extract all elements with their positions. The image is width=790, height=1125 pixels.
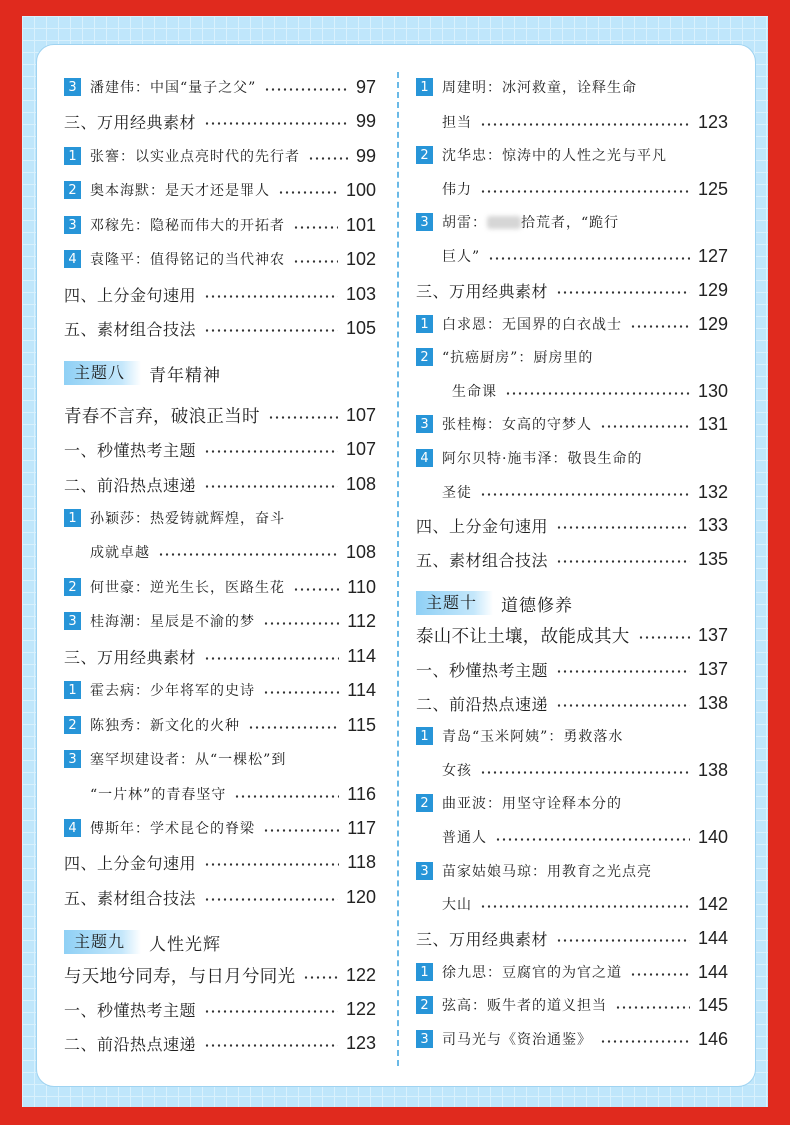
- page-number: 99: [355, 145, 376, 166]
- toc-entry-continuation[interactable]: [64, 780, 376, 808]
- toc-lead[interactable]: [64, 401, 376, 429]
- page-number: 105: [345, 317, 376, 338]
- page-number: 145: [697, 994, 728, 1015]
- leader-dots: [264, 88, 348, 91]
- page-number: 138: [697, 759, 728, 780]
- toc-section[interactable]: [64, 883, 376, 911]
- entry-title: 司马光与《资治通鉴》: [442, 1032, 592, 1048]
- toc-entry[interactable]: [416, 310, 728, 338]
- entry-title: 沈华忠：惊涛中的人性之光与平凡: [442, 148, 667, 164]
- toc-entry-continuation[interactable]: [416, 478, 728, 506]
- item-number-badge: 2: [416, 348, 433, 366]
- page-number: 107: [345, 404, 376, 425]
- page-number: 117: [347, 817, 376, 838]
- page-number: 115: [347, 714, 376, 735]
- section-title: 三、万用经典素材: [416, 281, 549, 301]
- toc-entry[interactable]: [416, 208, 728, 236]
- entry-title: “抗癌厨房”：厨房里的: [442, 350, 594, 366]
- entry-title: 霍去病：少年将军的史诗: [90, 683, 255, 699]
- toc-entry-continuation[interactable]: [416, 756, 728, 784]
- leader-dots: [248, 726, 339, 729]
- page-number: 99: [355, 110, 376, 131]
- leader-dots: [480, 493, 690, 496]
- item-number-badge: 1: [64, 509, 81, 527]
- toc-section[interactable]: [64, 107, 376, 135]
- leader-dots: [204, 898, 338, 901]
- leader-dots: [204, 450, 338, 453]
- page-number: 133: [697, 514, 728, 535]
- section-title: 五、素材组合技法: [64, 888, 197, 908]
- leader-dots: [600, 425, 690, 428]
- toc-entry-continuation[interactable]: [416, 890, 728, 918]
- toc-section[interactable]: [64, 470, 376, 498]
- toc-entry[interactable]: [64, 711, 376, 739]
- leader-dots: [204, 295, 338, 298]
- item-number-badge: 2: [416, 996, 433, 1014]
- leader-dots: [204, 485, 338, 488]
- page-number: 137: [697, 624, 728, 645]
- theme-tag: 主题十: [416, 591, 493, 615]
- entry-title: 青岛“玉米阿姨”：勇救落水: [442, 729, 624, 745]
- toc-entry[interactable]: [416, 991, 728, 1019]
- theme-tag: 主题九: [64, 930, 141, 954]
- item-number-badge: 3: [416, 213, 433, 231]
- theme-name: 道德修养: [501, 595, 574, 616]
- lead-title: 青春不言弃，破浪正当时: [64, 406, 260, 427]
- toc-entry-continuation[interactable]: [416, 108, 728, 136]
- section-title: 一、秒懂热考主题: [416, 660, 549, 680]
- item-number-badge: 3: [64, 78, 81, 96]
- leader-dots: [480, 190, 690, 193]
- entry-title: 潘建伟：中国“量子之父”: [90, 80, 257, 96]
- page-number: 130: [697, 380, 728, 401]
- toc-entry-continuation[interactable]: [416, 175, 728, 203]
- toc-entry[interactable]: [64, 176, 376, 204]
- toc-entry[interactable]: [416, 789, 728, 817]
- leader-dots: [556, 939, 690, 942]
- leader-dots: [556, 526, 690, 529]
- page-number: 108: [345, 473, 376, 494]
- section-title: 二、前沿热点速递: [64, 475, 197, 495]
- leader-dots: [204, 657, 339, 660]
- section-title: 三、万用经典素材: [64, 112, 197, 132]
- leader-dots: [556, 670, 690, 673]
- entry-title-rest: 拾荒者，“跪行: [521, 215, 620, 231]
- toc-section[interactable]: [416, 545, 728, 573]
- section-title: 一、秒懂热考主题: [64, 440, 197, 460]
- toc-entry[interactable]: [64, 245, 376, 273]
- page-number: 142: [697, 893, 728, 914]
- lead-title: 泰山不让土壤，故能成其大: [416, 626, 630, 647]
- leader-dots: [505, 392, 690, 395]
- toc-section[interactable]: [64, 280, 376, 308]
- entry-title: 张謇：以实业点亮时代的先行者: [90, 149, 300, 165]
- theme-tag: 主题八: [64, 361, 141, 385]
- page-number: 129: [697, 279, 728, 300]
- item-number-badge: 4: [416, 449, 433, 467]
- leader-dots: [615, 1006, 690, 1009]
- entry-title: 何世豪：逆光生长，医路生花: [90, 580, 285, 596]
- toc-section[interactable]: [64, 995, 376, 1023]
- page-number: 114: [347, 679, 376, 700]
- item-number-badge: 1: [416, 963, 433, 981]
- leader-dots: [556, 291, 690, 294]
- entry-title: 伟力: [442, 182, 472, 198]
- entry-title: 大山: [442, 897, 472, 913]
- entry-title: 苗家姑娘马琼：用教育之光点亮: [442, 864, 652, 880]
- leader-dots: [263, 622, 339, 625]
- leader-dots: [268, 416, 338, 419]
- toc-entry[interactable]: [416, 722, 728, 750]
- toc-entry-continuation[interactable]: [416, 377, 728, 405]
- page-number: 123: [697, 111, 728, 132]
- toc-entry[interactable]: [64, 573, 376, 601]
- item-number-badge: 2: [64, 181, 81, 199]
- entry-title: “一片林”的青春坚守: [90, 787, 227, 803]
- entry-title: 袁隆平：值得铭记的当代神农: [90, 252, 285, 268]
- page-number: 122: [345, 964, 376, 985]
- page-number: 100: [345, 179, 376, 200]
- page-number: 102: [345, 248, 376, 269]
- leader-dots: [308, 157, 348, 160]
- toc-entry[interactable]: [416, 1025, 728, 1053]
- leader-dots: [630, 325, 690, 328]
- entry-title: 白求恩：无国界的白衣战士: [442, 317, 622, 333]
- page-number: 110: [347, 576, 376, 597]
- leader-dots: [556, 704, 690, 707]
- item-number-badge: 3: [416, 415, 433, 433]
- entry-title: 塞罕坝建设者：从“一棵松”到: [90, 752, 287, 768]
- page-number: 131: [697, 413, 728, 434]
- toc-entry[interactable]: [64, 814, 376, 842]
- page-number: 137: [697, 658, 728, 679]
- item-number-badge: 3: [416, 1030, 433, 1048]
- page-number: 118: [347, 851, 376, 872]
- page-number: 103: [345, 283, 376, 304]
- theme-name: 人性光辉: [149, 934, 222, 955]
- item-number-badge: 2: [64, 716, 81, 734]
- toc-section[interactable]: [416, 655, 728, 683]
- page-number: 127: [697, 245, 728, 266]
- section-title: 四、上分金句速用: [416, 516, 549, 536]
- section-title: 四、上分金句速用: [64, 285, 197, 305]
- page-number: 144: [697, 927, 728, 948]
- leader-dots: [638, 636, 690, 639]
- section-title: 一、秒懂热考主题: [64, 1000, 197, 1020]
- page-number: 116: [347, 783, 376, 804]
- toc-lead[interactable]: [416, 621, 728, 649]
- toc-entry[interactable]: [416, 73, 728, 101]
- leader-dots: [600, 1040, 690, 1043]
- page-number: 120: [345, 886, 376, 907]
- entry-title: 曲亚波：用坚守诠释本分的: [442, 796, 622, 812]
- leader-dots: [278, 191, 338, 194]
- item-number-badge: 4: [64, 819, 81, 837]
- item-number-badge: 1: [64, 681, 81, 699]
- leader-dots: [204, 329, 338, 332]
- page-number: 101: [345, 214, 376, 235]
- item-number-badge: 2: [64, 578, 81, 596]
- toc-section[interactable]: [416, 276, 728, 304]
- section-title: 三、万用经典素材: [416, 929, 549, 949]
- section-title: 二、前沿热点速递: [64, 1034, 197, 1054]
- entry-title: 成就卓越: [90, 545, 150, 561]
- section-title: 三、万用经典素材: [64, 647, 197, 667]
- entry-title: 陈独秀：新文化的火种: [90, 718, 240, 734]
- item-number-badge: 3: [64, 750, 81, 768]
- section-title: 二、前沿热点速递: [416, 694, 549, 714]
- page-number: 146: [697, 1028, 728, 1049]
- entry-title: 生命课: [452, 384, 497, 400]
- entry-title: 周建明：冰河救童，诠释生命: [442, 80, 637, 96]
- item-number-badge: 1: [416, 78, 433, 96]
- toc-section[interactable]: [64, 1029, 376, 1057]
- toc-section[interactable]: [64, 848, 376, 876]
- leader-dots: [204, 863, 339, 866]
- leader-dots: [488, 257, 690, 260]
- leader-dots: [556, 560, 690, 563]
- page-number: 107: [345, 438, 376, 459]
- leader-dots: [480, 905, 690, 908]
- toc-entry[interactable]: [416, 141, 728, 169]
- toc-entry[interactable]: [416, 410, 728, 438]
- theme-heading[interactable]: [416, 590, 573, 616]
- page-number: 129: [697, 313, 728, 334]
- toc-entry[interactable]: [416, 444, 728, 472]
- entry-title: 张桂梅：女高的守梦人: [442, 417, 592, 433]
- toc-entry-continuation[interactable]: [416, 242, 728, 270]
- leader-dots: [495, 838, 690, 841]
- page-number: 114: [347, 645, 376, 666]
- lead-title: 与天地兮同寿，与日月兮同光: [64, 966, 296, 987]
- theme-heading[interactable]: [64, 929, 221, 955]
- page-number: 125: [697, 178, 728, 199]
- leader-dots: [293, 226, 338, 229]
- toc-entry[interactable]: [64, 745, 376, 773]
- leader-dots: [480, 771, 690, 774]
- entry-title: 弦高：贩牛者的道义担当: [442, 998, 607, 1014]
- entry-title: 桂海潮：星辰是不渝的梦: [90, 614, 255, 630]
- entry-title: 巨人”: [442, 249, 481, 265]
- item-number-badge: 3: [416, 862, 433, 880]
- item-number-badge: 3: [64, 216, 81, 234]
- toc-entry[interactable]: [416, 958, 728, 986]
- item-number-badge: 2: [416, 794, 433, 812]
- entry-title: 邓稼先：隐秘而伟大的开拓者: [90, 218, 285, 234]
- leader-dots: [204, 1044, 338, 1047]
- page-number: 123: [345, 1032, 376, 1053]
- toc-lead[interactable]: [64, 961, 376, 989]
- leader-dots: [204, 1010, 338, 1013]
- entry-title: 傅斯年：学术昆仑的脊梁: [90, 821, 255, 837]
- item-number-badge: 1: [416, 315, 433, 333]
- item-number-badge: 3: [64, 612, 81, 630]
- toc-section[interactable]: [64, 314, 376, 342]
- leader-dots: [263, 691, 339, 694]
- item-number-badge: 4: [64, 250, 81, 268]
- page-number: 135: [697, 548, 728, 569]
- entry-title: 圣徒: [442, 485, 472, 501]
- page-number: 112: [347, 610, 376, 631]
- entry-title: 阿尔贝特·施韦泽：敬畏生命的: [442, 451, 643, 467]
- page-number: 144: [697, 961, 728, 982]
- entry-title: 孙颖莎：热爱铸就辉煌，奋斗: [90, 511, 285, 527]
- leader-dots: [293, 260, 338, 263]
- item-number-badge: 1: [64, 147, 81, 165]
- toc-entry[interactable]: [64, 73, 376, 101]
- toc-section[interactable]: [64, 642, 376, 670]
- page-number: 97: [355, 76, 376, 97]
- toc-section[interactable]: [416, 511, 728, 539]
- entry-title: 担当: [442, 115, 472, 131]
- blurred-text: [487, 216, 521, 229]
- section-title: 五、素材组合技法: [64, 319, 197, 339]
- section-title: 四、上分金句速用: [64, 853, 197, 873]
- leader-dots: [630, 973, 690, 976]
- toc-section[interactable]: [416, 689, 728, 717]
- page-number: 138: [697, 692, 728, 713]
- toc-entry[interactable]: [64, 607, 376, 635]
- entry-title: 普通人: [442, 830, 487, 846]
- toc-entry[interactable]: [416, 857, 728, 885]
- page-number: 122: [345, 998, 376, 1019]
- theme-heading[interactable]: [64, 360, 221, 386]
- item-number-badge: 2: [416, 146, 433, 164]
- toc-section[interactable]: [64, 435, 376, 463]
- toc-entry[interactable]: [64, 142, 376, 170]
- leader-dots: [234, 795, 339, 798]
- toc-entry-continuation[interactable]: [416, 823, 728, 851]
- leader-dots: [263, 829, 339, 832]
- leader-dots: [204, 122, 348, 125]
- entry-title: 胡雷：: [442, 215, 487, 231]
- item-number-badge: 1: [416, 727, 433, 745]
- leader-dots: [480, 123, 690, 126]
- section-title: 五、素材组合技法: [416, 550, 549, 570]
- column-divider: [397, 72, 399, 1066]
- entry-title: 奥本海默：是天才还是罪人: [90, 183, 270, 199]
- toc-entry[interactable]: [64, 504, 376, 532]
- toc-entry[interactable]: [416, 343, 728, 371]
- toc-section[interactable]: [416, 924, 728, 952]
- leader-dots: [303, 976, 338, 979]
- toc-entry[interactable]: [64, 211, 376, 239]
- leader-dots: [293, 588, 339, 591]
- toc-entry-continuation[interactable]: [64, 538, 376, 566]
- toc-entry[interactable]: [64, 676, 376, 704]
- page-number: 132: [697, 481, 728, 502]
- page-number: 140: [697, 826, 728, 847]
- page-number: 108: [345, 541, 376, 562]
- theme-name: 青年精神: [149, 365, 222, 386]
- entry-title: 徐九思：豆腐官的为官之道: [442, 965, 622, 981]
- entry-title: 女孩: [442, 763, 472, 779]
- leader-dots: [158, 553, 338, 556]
